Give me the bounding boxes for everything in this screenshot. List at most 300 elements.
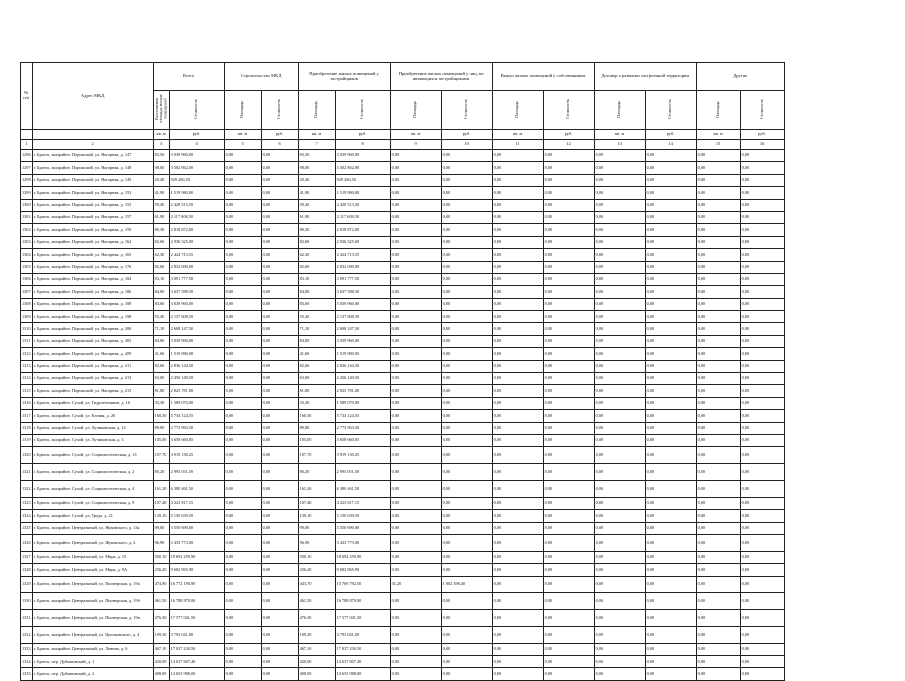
cell-c15: 0,00 — [696, 422, 740, 434]
cell-c6: 0,00 — [261, 323, 298, 335]
row-number: 1309 — [21, 311, 33, 323]
column-number: 13 — [594, 140, 645, 150]
cell-total-area: 107,70 — [153, 447, 169, 464]
cell-c8: 929 260,50 — [335, 174, 390, 186]
cell-total-cost: 17 577 041,50 — [169, 610, 224, 627]
cell-c13: 0,00 — [594, 236, 645, 248]
cell-c7: 109,30 — [298, 626, 335, 643]
cell-c15: 0,00 — [696, 564, 740, 576]
row-number: 1326 — [21, 534, 33, 551]
cell-total-area: 33,30 — [153, 397, 169, 409]
cell-c15: 0,00 — [696, 224, 740, 236]
cell-c8: 5 150 639,50 — [335, 510, 390, 522]
cell-c8: 3 502 862,00 — [335, 162, 390, 174]
cell-c14: 0,00 — [645, 335, 696, 347]
cell-c16: 0,00 — [740, 422, 784, 434]
cell-c16: 0,00 — [740, 551, 784, 563]
cell-c12: 0,00 — [543, 593, 594, 610]
cell-c12: 0,00 — [543, 410, 594, 422]
row-number: 1327 — [21, 551, 33, 563]
cell-c14: 0,00 — [645, 551, 696, 563]
cell-c15: 0,00 — [696, 199, 740, 211]
row-number: 1313 — [21, 360, 33, 372]
cell-c8: 9 682 965,90 — [335, 564, 390, 576]
cell-c8: 17 577 041,50 — [335, 610, 390, 627]
row-number: 1334 — [21, 656, 33, 668]
cell-c5: 0,00 — [224, 150, 261, 162]
cell-c8: 3 039 960,00 — [335, 335, 390, 347]
cell-c9: 0,00 — [390, 510, 441, 522]
column-number: 15 — [696, 140, 740, 150]
cell-c9: 0,00 — [390, 286, 441, 298]
header-unit-area: кв. м — [390, 130, 441, 140]
cell-c11: 0,00 — [492, 447, 543, 464]
cell-c7: 20,40 — [298, 174, 335, 186]
cell-c16: 0,00 — [740, 273, 784, 285]
cell-c12: 0,00 — [543, 480, 594, 497]
header-sub-cost: Стоимость — [543, 91, 594, 130]
row-address: г. Братск, жилрайон. Центральный, ул. Пионерская, д. 19в — [32, 610, 153, 627]
table-row — [21, 373, 785, 385]
cell-c5: 0,00 — [224, 385, 261, 397]
cell-total-cost: 14 637 607,40 — [169, 656, 224, 668]
column-number: 9 — [390, 140, 441, 150]
cell-total-area: 107,40 — [153, 497, 169, 509]
cell-c7: 476,30 — [298, 610, 335, 627]
cell-total-area: 83,60 — [153, 298, 169, 310]
row-address: г. Братск, жилрайон. Порожский, ул. Нагорная, д. 148 — [32, 162, 153, 174]
cell-total-cost: 2 428 513,50 — [169, 199, 224, 211]
cell-c13: 0,00 — [594, 311, 645, 323]
cell-c15: 0,00 — [696, 360, 740, 372]
table-row — [21, 187, 785, 199]
cell-c9: 0,00 — [390, 187, 441, 199]
cell-c8: 2 836 144,50 — [335, 360, 390, 372]
row-number: 1305 — [21, 261, 33, 273]
cell-c6: 0,00 — [261, 497, 298, 509]
cell-c6: 0,00 — [261, 360, 298, 372]
cell-total-cost: 2 137 608,50 — [169, 311, 224, 323]
row-address: г. Братск, жилрайон. Сухой, ул. Социалистическая, д. 4 — [32, 480, 153, 497]
cell-c12: 0,00 — [543, 373, 594, 385]
row-address: г. Братск, жилрайон. Сухой, ул. Социалистическая, д. 2 — [32, 464, 153, 481]
cell-c5: 0,00 — [224, 249, 261, 261]
cell-total-area: 80,20 — [153, 464, 169, 481]
cell-c7: 160,50 — [298, 410, 335, 422]
cell-total-area: 82,60 — [153, 236, 169, 248]
cell-c7: 82,60 — [298, 261, 335, 273]
cell-c16: 0,00 — [740, 497, 784, 509]
cell-c16: 0,00 — [740, 610, 784, 627]
cell-c7: 161,20 — [298, 480, 335, 497]
header-sub-area: Площадь — [696, 91, 740, 130]
cell-c14: 0,00 — [645, 150, 696, 162]
row-number: 1330 — [21, 593, 33, 610]
row-address: г. Братск, жилрайон. Порожский, ул. Нагорная, д. 215 — [32, 385, 153, 397]
row-number: 1333 — [21, 643, 33, 655]
cell-c7: 84,00 — [298, 286, 335, 298]
cell-c6: 0,00 — [261, 464, 298, 481]
row-address: г. Братск, жилрайон. Порожский, ул. Нагорная, д. 205 — [32, 335, 153, 347]
cell-c13: 0,00 — [594, 656, 645, 668]
cell-total-cost: 3 433 773,00 — [169, 534, 224, 551]
header-group-construction: Строительство МКД — [224, 63, 298, 91]
cell-c9: 0,00 — [390, 360, 441, 372]
table-row — [21, 360, 785, 372]
row-address: г. Братск, жилрайон. Сухой, ул. Еловая, д. 26 — [32, 410, 153, 422]
cell-c9: 0,00 — [390, 311, 441, 323]
header-group-developers: Приобретение жилых помещений у застройщиков — [298, 63, 390, 91]
cell-c12: 0,00 — [543, 286, 594, 298]
cell-c5: 0,00 — [224, 656, 261, 668]
cell-c6: 0,00 — [261, 335, 298, 347]
cell-c11: 0,00 — [492, 564, 543, 576]
cell-c14: 0,00 — [645, 360, 696, 372]
cell-c13: 0,00 — [594, 211, 645, 223]
cell-c16: 0,00 — [740, 464, 784, 481]
cell-c14: 0,00 — [645, 385, 696, 397]
cell-c7: 41,90 — [298, 187, 335, 199]
column-number: 16 — [740, 140, 784, 150]
cell-c8: 3 550 690,00 — [335, 522, 390, 534]
cell-total-cost: 6 380 461,50 — [169, 480, 224, 497]
cell-total-cost: 3 091 777,50 — [169, 273, 224, 285]
cell-c11: 0,00 — [492, 311, 543, 323]
cell-c11: 0,00 — [492, 434, 543, 446]
cell-c13: 0,00 — [594, 480, 645, 497]
table-row — [21, 510, 785, 522]
cell-c12: 0,00 — [543, 656, 594, 668]
cell-c13: 0,00 — [594, 510, 645, 522]
cell-c12: 0,00 — [543, 626, 594, 643]
cell-c14: 0,00 — [645, 224, 696, 236]
cell-c11: 0,00 — [492, 162, 543, 174]
cell-c5: 0,00 — [224, 273, 261, 285]
cell-c6: 0,00 — [261, 656, 298, 668]
cell-c16: 0,00 — [740, 150, 784, 162]
cell-c14: 0,00 — [645, 576, 696, 593]
header-group-other: Другие — [696, 63, 784, 91]
cell-c14: 0,00 — [645, 564, 696, 576]
header-unit-area: кв. м — [594, 130, 645, 140]
header-sub-cost: Стоимость — [335, 91, 390, 130]
cell-c8: 3 793 041,00 — [335, 626, 390, 643]
row-address: г. Братск, жилрайон. Центральный, ул. Мира, д. 9А — [32, 564, 153, 576]
cell-c7: 80,20 — [298, 464, 335, 481]
cell-c6: 0,00 — [261, 593, 298, 610]
cell-c12: 0,00 — [543, 162, 594, 174]
cell-c15: 0,00 — [696, 211, 740, 223]
cell-c5: 0,00 — [224, 522, 261, 534]
row-number: 1318 — [21, 422, 33, 434]
row-number: 1307 — [21, 286, 33, 298]
cell-total-area: 80,30 — [153, 224, 169, 236]
cell-c14: 0,00 — [645, 236, 696, 248]
cell-c10: 0,00 — [441, 311, 492, 323]
table-row — [21, 273, 785, 285]
row-address: г. Братск, жилрайон. Порожский, ул. Нагорная, д. 153 — [32, 187, 153, 199]
cell-c12: 0,00 — [543, 397, 594, 409]
cell-c13: 0,00 — [594, 187, 645, 199]
table-row — [21, 564, 785, 576]
cell-c10: 0,00 — [441, 211, 492, 223]
cell-c9: 0,00 — [390, 150, 441, 162]
cell-c10: 0,00 — [441, 497, 492, 509]
cell-c10: 0,00 — [441, 298, 492, 310]
cell-c5: 0,00 — [224, 626, 261, 643]
table-row — [21, 576, 785, 593]
cell-c13: 0,00 — [594, 626, 645, 643]
row-address: г. Братск, жилрайон. Центральный, ул. Пионерская, д. 19б — [32, 593, 153, 610]
header-unit-empty — [21, 130, 33, 140]
cell-c7: 408,00 — [298, 668, 335, 680]
cell-c9: 0,00 — [390, 224, 441, 236]
cell-c15: 0,00 — [696, 576, 740, 593]
cell-c10: 0,00 — [441, 510, 492, 522]
cell-total-cost: 2 995 051,50 — [169, 464, 224, 481]
cell-c13: 0,00 — [594, 385, 645, 397]
cell-total-area: 62,30 — [153, 249, 169, 261]
row-number: 1329 — [21, 576, 33, 593]
cell-c7: 82,60 — [298, 360, 335, 372]
cell-c8: 17 037 230,50 — [335, 643, 390, 655]
row-address: г. Братск, жилрайон. Порожский, ул. Нагорная, д. 200 — [32, 323, 153, 335]
header-sub-area: Площадь — [492, 91, 543, 130]
row-number: 1298 — [21, 174, 33, 186]
cell-c8: 3 039 960,00 — [335, 298, 390, 310]
row-address: г. Братск, жилрайон. Центральный, ул. Жуковского, д. 2 — [32, 534, 153, 551]
cell-c16: 0,00 — [740, 249, 784, 261]
cell-c6: 0,00 — [261, 385, 298, 397]
cell-c13: 0,00 — [594, 497, 645, 509]
row-number: 1331 — [21, 610, 33, 627]
table-row — [21, 286, 785, 298]
row-number: 1300 — [21, 199, 33, 211]
cell-c5: 0,00 — [224, 593, 261, 610]
cell-c10: 0,00 — [441, 335, 492, 347]
cell-c7: 420,00 — [298, 656, 335, 668]
column-number: 4 — [169, 140, 224, 150]
cell-c8: 3 637 588,50 — [335, 286, 390, 298]
cell-c11: 0,00 — [492, 150, 543, 162]
cell-c9: 0,00 — [390, 236, 441, 248]
header-unit-cost: руб. — [543, 130, 594, 140]
cell-c16: 0,00 — [740, 236, 784, 248]
cell-c16: 0,00 — [740, 385, 784, 397]
cell-c12: 0,00 — [543, 249, 594, 261]
cell-c10: 0,00 — [441, 249, 492, 261]
cell-c16: 0,00 — [740, 286, 784, 298]
row-address: г. Братск, жилрайон. Сухой, ул. Труда, д. 21 — [32, 510, 153, 522]
cell-c14: 0,00 — [645, 249, 696, 261]
cell-c11: 0,00 — [492, 576, 543, 593]
cell-total-cost: 3 039 960,00 — [169, 150, 224, 162]
cell-c16: 0,00 — [740, 643, 784, 655]
cell-total-cost: 3 039 960,00 — [169, 298, 224, 310]
cell-c16: 0,00 — [740, 593, 784, 610]
cell-c12: 0,00 — [543, 298, 594, 310]
cell-c6: 0,00 — [261, 298, 298, 310]
cell-c16: 0,00 — [740, 626, 784, 643]
table-row — [21, 522, 785, 534]
header-sub-area: Площадь — [224, 91, 261, 130]
cell-c14: 0,00 — [645, 593, 696, 610]
cell-total-cost: 1 589 070,00 — [169, 397, 224, 409]
cell-total-area: 84,00 — [153, 286, 169, 298]
cell-c11: 0,00 — [492, 323, 543, 335]
cell-c7: 62,30 — [298, 249, 335, 261]
cell-c6: 0,00 — [261, 643, 298, 655]
cell-c8: 2 995 051,50 — [335, 464, 390, 481]
cell-c9: 0,00 — [390, 551, 441, 563]
row-number: 1335 — [21, 668, 33, 680]
cell-c9: 0,00 — [390, 534, 441, 551]
row-address: г. Братск, жилрайон. Сухой, ул. Социалистическая, д. 13 — [32, 447, 153, 464]
cell-c16: 0,00 — [740, 576, 784, 593]
cell-c11: 0,00 — [492, 211, 543, 223]
cell-c13: 0,00 — [594, 551, 645, 563]
cell-c16: 0,00 — [740, 564, 784, 576]
cell-total-cost: 9 682 965,90 — [169, 564, 224, 576]
row-address: г. Братск, жилрайон. Центральный, ул. Пионерская, д. 19а — [32, 576, 153, 593]
cell-c15: 0,00 — [696, 348, 740, 360]
cell-c12: 0,00 — [543, 273, 594, 285]
cell-c8: 3 919 130,25 — [335, 447, 390, 464]
cell-c5: 0,00 — [224, 348, 261, 360]
cell-c14: 0,00 — [645, 397, 696, 409]
cell-c10: 0,00 — [441, 150, 492, 162]
cell-c5: 0,00 — [224, 323, 261, 335]
cell-c8: 3 433 773,00 — [335, 534, 390, 551]
table-row — [21, 211, 785, 223]
row-address: г. Братск, жилрайон. Порожский, ул. Нагорная, д. 213 — [32, 373, 153, 385]
cell-c7: 139,10 — [298, 510, 335, 522]
cell-total-area: 461,50 — [153, 593, 169, 610]
cell-c9: 0,00 — [390, 298, 441, 310]
cell-c12: 0,00 — [543, 360, 594, 372]
cell-total-area: 20,40 — [153, 174, 169, 186]
cell-total-area: 59,40 — [153, 199, 169, 211]
cell-total-cost: 18 692 259,90 — [169, 551, 224, 563]
cell-total-cost: 16 788 870,00 — [169, 593, 224, 610]
cell-total-area: 83,50 — [153, 150, 169, 162]
cell-c14: 0,00 — [645, 323, 696, 335]
cell-c15: 0,00 — [696, 249, 740, 261]
row-address: г. Братск, жилрайон. Порожский, ул. Нагорная, д. 157 — [32, 211, 153, 223]
cell-c6: 0,00 — [261, 373, 298, 385]
cell-total-area: 139,10 — [153, 510, 169, 522]
cell-c13: 0,00 — [594, 150, 645, 162]
cell-c14: 0,00 — [645, 273, 696, 285]
cell-c5: 0,00 — [224, 162, 261, 174]
cell-c5: 0,00 — [224, 610, 261, 627]
cell-c9: 0,00 — [390, 199, 441, 211]
cell-c14: 0,00 — [645, 522, 696, 534]
cell-c7: 81,80 — [298, 385, 335, 397]
cell-total-area: 55,40 — [153, 311, 169, 323]
cell-c16: 0,00 — [740, 174, 784, 186]
cell-total-area: 82,60 — [153, 261, 169, 273]
cell-c12: 0,00 — [543, 236, 594, 248]
column-number: 3 — [153, 140, 169, 150]
header-unit-cost: руб. — [645, 130, 696, 140]
cell-c10: 0,00 — [441, 534, 492, 551]
cell-c16: 0,00 — [740, 360, 784, 372]
column-number: 10 — [441, 140, 492, 150]
cell-c14: 0,00 — [645, 510, 696, 522]
cell-c13: 0,00 — [594, 323, 645, 335]
cell-c5: 0,00 — [224, 199, 261, 211]
cell-c12: 0,00 — [543, 187, 594, 199]
cell-c10: 0,00 — [441, 434, 492, 446]
cell-c13: 0,00 — [594, 174, 645, 186]
row-address: г. Братск, жилрайон. Сухой, ул. Лучиковская, д. 3 — [32, 434, 153, 446]
row-number: 1312 — [21, 348, 33, 360]
cell-c12: 0,00 — [543, 564, 594, 576]
table-row — [21, 480, 785, 497]
cell-c15: 0,00 — [696, 150, 740, 162]
cell-c6: 0,00 — [261, 434, 298, 446]
cell-c15: 0,00 — [696, 323, 740, 335]
cell-c5: 0,00 — [224, 373, 261, 385]
cell-c8: 2 773 963,50 — [335, 422, 390, 434]
cell-c11: 0,00 — [492, 199, 543, 211]
cell-c7: 82,60 — [298, 236, 335, 248]
table-row — [21, 311, 785, 323]
cell-total-area: 408,00 — [153, 668, 169, 680]
cell-total-area: 41,60 — [153, 348, 169, 360]
cell-c7: 61,90 — [298, 211, 335, 223]
cell-c14: 0,00 — [645, 199, 696, 211]
cell-c5: 0,00 — [224, 360, 261, 372]
header-sub-area: Площадь — [390, 91, 441, 130]
cell-total-area: 474,90 — [153, 576, 169, 593]
row-number: 1306 — [21, 273, 33, 285]
cell-c11: 0,00 — [492, 422, 543, 434]
cell-c16: 0,00 — [740, 348, 784, 360]
row-address: г. Братск, пер. Дубынинский, д. 2 — [32, 668, 153, 680]
row-number: 1328 — [21, 564, 33, 576]
cell-c14: 0,00 — [645, 162, 696, 174]
header-unit-cost: руб. — [441, 130, 492, 140]
row-address: г. Братск, жилрайон. Порожский, ул. Нагорная, д. 176 — [32, 261, 153, 273]
cell-c8: 2 818 872,00 — [335, 224, 390, 236]
cell-c11: 0,00 — [492, 522, 543, 534]
cell-c15: 0,00 — [696, 510, 740, 522]
table-row — [21, 422, 785, 434]
cell-c8: 2 936 325,00 — [335, 236, 390, 248]
cell-c7: 467,10 — [298, 643, 335, 655]
cell-c5: 0,00 — [224, 534, 261, 551]
cell-total-cost: 2 117 608,50 — [169, 211, 224, 223]
table-row — [21, 224, 785, 236]
cell-c15: 0,00 — [696, 236, 740, 248]
cell-c12: 0,00 — [543, 610, 594, 627]
cell-c11: 0,00 — [492, 385, 543, 397]
cell-c7: 59,40 — [298, 199, 335, 211]
row-address: г. Братск, жилрайон. Порожский, ул. Нагорная, д. 188 — [32, 298, 153, 310]
cell-c5: 0,00 — [224, 174, 261, 186]
cell-c8: 2 832 690,00 — [335, 261, 390, 273]
table-row — [21, 593, 785, 610]
cell-c8: 3 091 777,50 — [335, 273, 390, 285]
cell-c16: 0,00 — [740, 199, 784, 211]
cell-c12: 0,00 — [543, 323, 594, 335]
row-number: 1322 — [21, 480, 33, 497]
row-number: 1296 — [21, 150, 33, 162]
cell-total-area: 420,00 — [153, 656, 169, 668]
cell-total-area: 476,30 — [153, 610, 169, 627]
